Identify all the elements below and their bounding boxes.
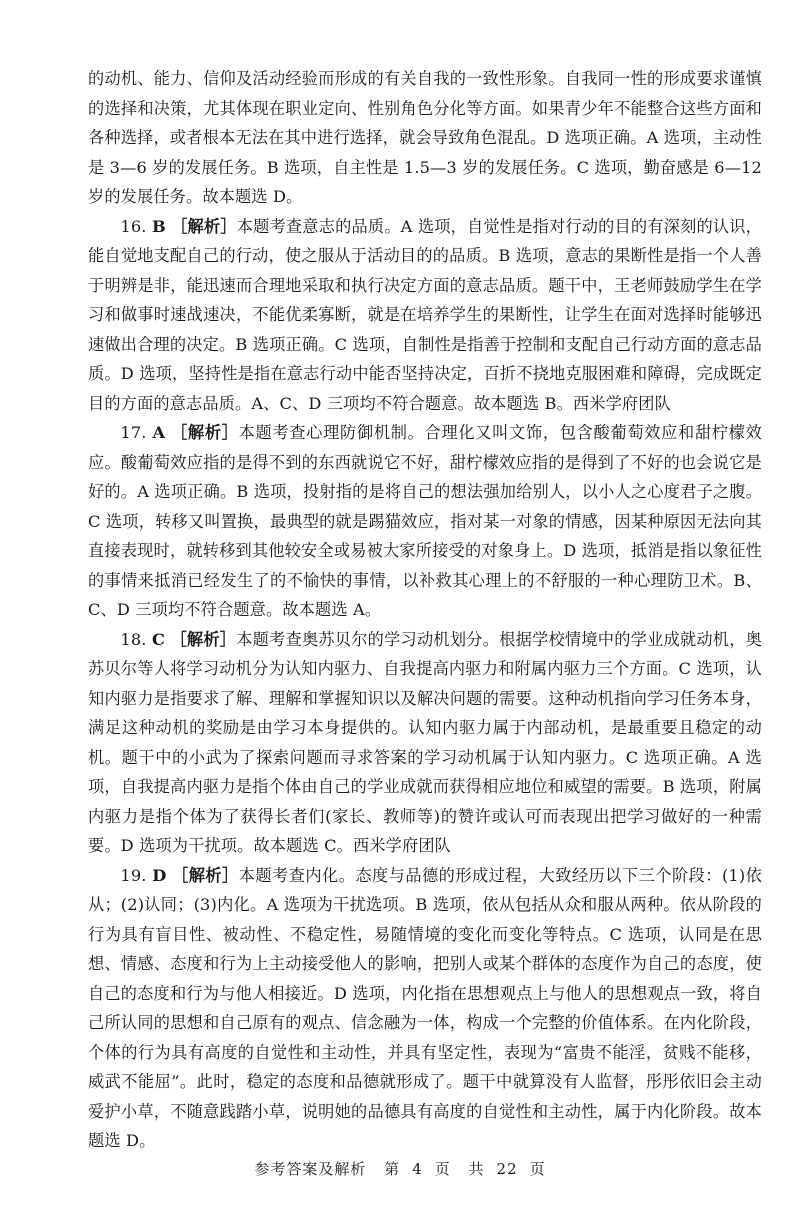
explanation-text: 本题考查意志的品质。A 选项，自觉性是指对行动的目的有深刻的认识，能自觉地支配自己的行动，使之服从于活动目的的品质。B 选项，意志的果断性是指一个人善于明辨是非，能迅速而合理地采取和执行决定方面的意志品质。题干中，王老师鼓励学生在学习和做事时速战速决，不能优柔寡断，就是在培养学生的果断性，让学生在面对选择时能够迅速做出合理的决定。B 选项正确。C 选项，自制性是指善于控制和支配自己行动方面的意志品质。D 选项，坚持性是指在意志行动中能否坚持决定，百折不挠地克服困难和障碍，完成既定目的方面的意志品质。A、C、D 三项均不符合题意。故本题选 B。西米学府团队: [88, 216, 763, 413]
explanation-16: [88, 212, 762, 419]
explanation-text: 本题考查奥苏贝尔的学习动机划分。根据学校情境中的学业成就动机，奥苏贝尔等人将学习动机分为认知内驱力、自我提高内驱力和附属内驱力三个方面。C 选项，认知内驱力是指要求了解、理解和掌握知识以及解决问题的需要。这种动机指向学习任务本身，满足这种动机的奖励是由学习本身提供的。认知内驱力属于内部动机，是最重要且稳定的动机。题干中的小武为了探索问题而寻求答案的学习动机属于认知内驱力。C 选项正确。A 选项，自我提高内驱力是指个体由自己的学业成就而获得相应地位和威望的需要。B 选项，附属内驱力是指个体为了获得长者们(家长、教师等)的赞许或认可而表现出把学习做好的一种需要。D 选项为干扰项。故本题选 C。西米学府团队: [88, 629, 763, 855]
answer-letter: A: [152, 423, 166, 442]
explanation-19: [88, 861, 762, 1156]
analysis-tag: ［解析］: [171, 216, 237, 236]
analysis-tag: ［解析］: [170, 629, 237, 649]
analysis-tag: ［解析］: [172, 865, 239, 885]
question-number: 18.: [120, 629, 147, 649]
page-number: 4: [412, 1160, 423, 1178]
explanation-17: [88, 418, 762, 625]
total-pages: 22: [496, 1160, 518, 1178]
explanation-text: 本题考查心理防御机制。合理化又叫文饰，包含酸葡萄效应和甜柠檬效应。酸葡萄效应指的是得不到的东西就说它不好，甜柠檬效应指的是得到了不好的也会说它是好的。A 选项正确。B 选项，投射指的是将自己的想法强加给别人，以小人之心度君子之腹。C 选项，转移又叫置换，最典型的就是踢猫效应，指对某一对象的情感，因某种原因无法向其直接表现时，就转移到其他较安全或易被大家所接受的对象身上。D 选项，抵消是指以象征性的事情来抵消已经发生了的不愉快的事情，以补救其心理上的不舒服的一种心理防卫术。B、C、D 三项均不符合题意。故本题选 A。: [88, 423, 762, 619]
analysis-tag: ［解析］: [171, 423, 239, 442]
question-number: 19.: [120, 865, 147, 885]
page-unit: 页: [434, 1160, 451, 1178]
explanation-18: [88, 625, 762, 861]
answer-explanations: [88, 64, 762, 1156]
continued-paragraph: 的动机、能力、信仰及活动经验而形成的有关自我的一致性形象。自我同一性的形成要求谨慎的选择和决策，尤其体现在职业定向、性别角色分化等方面。如果青少年不能整合这些方面和各种选择，或者根本无法在其中进行选择，就会导致角色混乱。D 选项正确。A 选项，主动性是 3—6 岁的发展任务。B 选项，自主性是 1.5—3 岁的发展任务。C 选项，勤奋感是 6—12 岁的发展任务。故本题选 D。: [88, 69, 762, 206]
explanation-text: 本题考查内化。态度与品德的形成过程，大致经历以下三个阶段：(1)依从；(2)认同；(3)内化。A 选项为干扰选项。B 选项，依从包括从众和服从两种。依从阶段的行为具有盲目性、被动性、不稳定性，易随情境的变化而变化等特点。C 选项，认同是在思想、情感、态度和行为上主动接受他人的影响，把别人或某个群体的态度作为自己的态度，使自己的态度和行为与他人相接近。D 选项，内化指在思想观点上与他人的思想观点一致，将自己所认同的思想和自己原有的观点、信念融为一体，构成一个完整的价值体系。在内化阶段，个体的行为具有高度的自觉性和主动性，并具有坚定性，表现为“富贵不能淫，贫贱不能移，威武不能屈”。此时，稳定的态度和品德就形成了。题干中就算没有人监督，彤彤依旧会主动爱护小草，不随意践踏小草，说明她的品德具有高度的自觉性和主动性，属于内化阶段。故本题选 D。: [88, 865, 762, 1150]
total-unit: 页: [529, 1160, 546, 1178]
page-prefix: 第: [384, 1160, 401, 1178]
question-number: 17.: [120, 423, 147, 442]
total-prefix: 共: [468, 1160, 485, 1178]
page-footer: [0, 1158, 800, 1179]
footer-title: 参考答案及解析: [254, 1160, 367, 1178]
question-number: 16.: [120, 216, 147, 236]
answer-letter: C: [152, 629, 166, 649]
answer-letter: B: [151, 216, 166, 236]
answer-letter: D: [152, 865, 167, 885]
